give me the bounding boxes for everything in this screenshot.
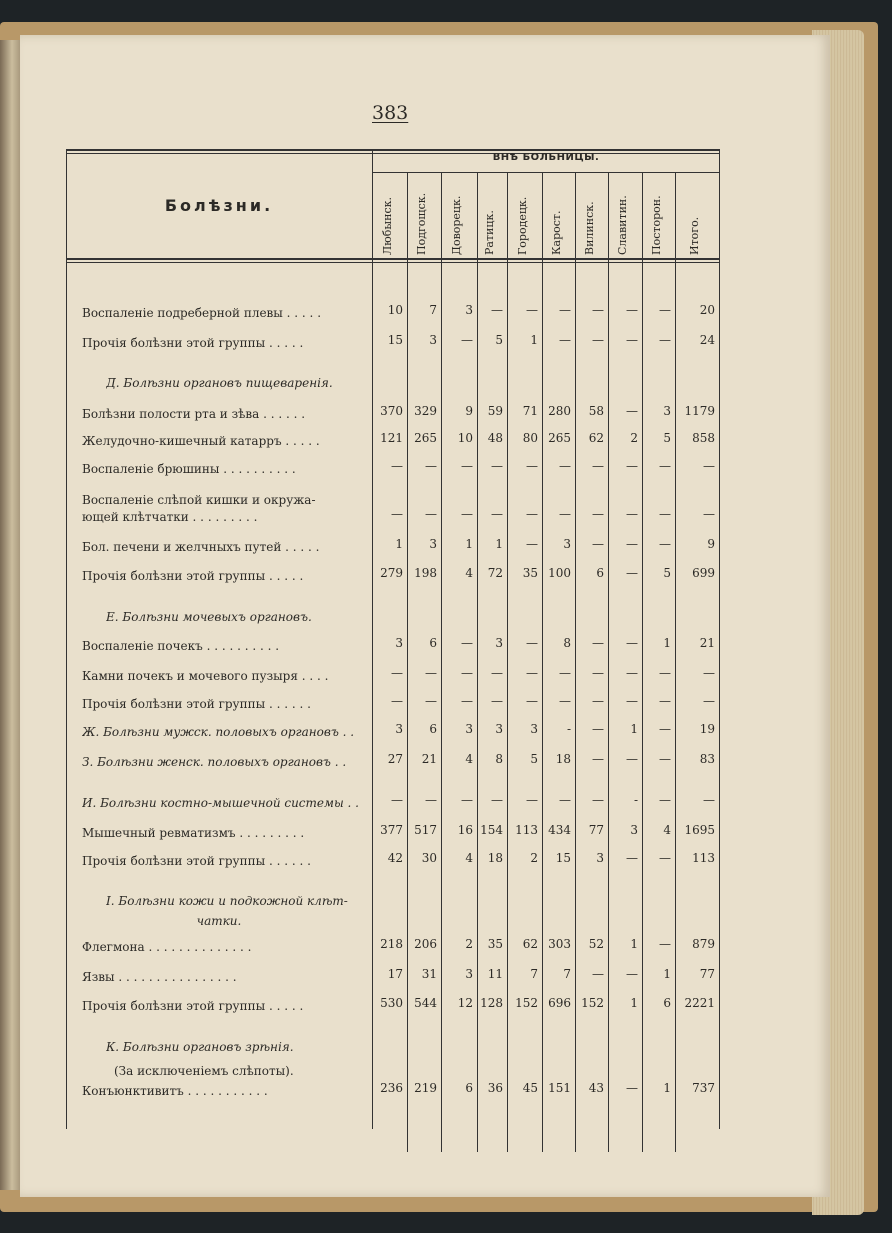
table-cell: 6: [429, 636, 437, 650]
column-header: Славитин.: [616, 195, 629, 255]
column-header: Вилинск.: [582, 201, 596, 255]
table-cell: 1: [495, 537, 503, 551]
table-cell: —: [425, 459, 437, 473]
row-label: Бол. печени и желчныхъ путей . . . . .: [82, 540, 320, 554]
table-cell: 52: [588, 937, 604, 951]
table-cell: 7: [563, 967, 571, 981]
table-cell: —: [461, 636, 473, 650]
table-cell: 6: [663, 996, 671, 1010]
table-cell: —: [592, 967, 604, 981]
table-cell: 329: [414, 404, 437, 418]
table-cell: 1: [630, 722, 638, 736]
table-cell: 198: [414, 566, 437, 580]
table-cell: 696: [548, 996, 571, 1010]
table-cell: 2: [465, 937, 473, 951]
table-cell: 3: [395, 636, 403, 650]
table-cell: 4: [663, 823, 671, 837]
table-cell: —: [659, 752, 671, 766]
table-cell: —: [626, 666, 638, 680]
table-cell: 3: [429, 333, 437, 347]
table-cell: 152: [515, 996, 538, 1010]
table-cell: —: [559, 303, 571, 317]
row-label: Воспаленіе подреберной плевы . . . . .: [82, 306, 322, 320]
table-cell: 279: [380, 566, 403, 580]
table-cell: 4: [465, 752, 473, 766]
table-cell: 2: [630, 431, 638, 445]
table-cell: —: [626, 404, 638, 418]
row-label: І. Болѣзни кожи и подкожной клѣт-: [106, 894, 348, 908]
row-label: Прочія болѣзни этой группы . . . . . .: [82, 854, 311, 868]
table-cell: 7: [429, 303, 437, 317]
table-cell: —: [626, 566, 638, 580]
table-cell: 154: [480, 823, 503, 837]
table-cell: 3: [395, 722, 403, 736]
header-bottom-rule: [66, 258, 720, 260]
table-cell: 15: [387, 333, 403, 347]
table-cell: —: [626, 507, 638, 521]
table-cell: —: [491, 666, 503, 680]
table-cell: 17: [387, 967, 403, 981]
table-cell: —: [559, 793, 571, 807]
table-cell: —: [592, 459, 604, 473]
table-cell: —: [703, 507, 715, 521]
table-cell: 280: [548, 404, 571, 418]
table-cell: 59: [487, 404, 503, 418]
row-label: Воспаленіе почекъ . . . . . . . . . .: [82, 639, 280, 653]
table-cell: -: [633, 793, 638, 807]
table-cell: 10: [387, 303, 403, 317]
table-cell: 152: [581, 996, 604, 1010]
table-cell: —: [391, 459, 403, 473]
table-cell: 15: [555, 851, 571, 865]
table-cell: 4: [465, 566, 473, 580]
table-cell: —: [461, 507, 473, 521]
row-label: Прочія болѣзни этой группы . . . . .: [82, 336, 304, 350]
table-cell: 71: [522, 404, 538, 418]
table-cell: —: [592, 752, 604, 766]
table-cell: 2: [530, 851, 538, 865]
table-cell: —: [461, 666, 473, 680]
table-cell: 265: [548, 431, 571, 445]
table-cell: —: [526, 507, 538, 521]
table-cell: —: [659, 333, 671, 347]
page-number: 383: [372, 102, 409, 124]
table-cell: —: [659, 303, 671, 317]
table-cell: 72: [487, 566, 503, 580]
table-cell: —: [491, 793, 503, 807]
row-label: Болѣзни полости рта и зѣва . . . . . .: [82, 407, 306, 421]
row-label: Воспаленіе брюшины . . . . . . . . . .: [82, 462, 296, 476]
row-label: Прочія болѣзни этой группы . . . . .: [82, 999, 304, 1013]
table-cell: 265: [414, 431, 437, 445]
table-cell: 530: [380, 996, 403, 1010]
table-cell: —: [425, 694, 437, 708]
table-cell: 77: [699, 967, 715, 981]
table-cell: —: [703, 666, 715, 680]
table-cell: 19: [699, 722, 715, 736]
table-cell: 5: [530, 752, 538, 766]
row-label: Воспаленіе слѣпой кишки и окружа-: [82, 493, 316, 507]
table-cell: 5: [663, 431, 671, 445]
table-cell: -: [566, 722, 571, 736]
table-cell: 58: [588, 404, 604, 418]
group-header: ВНѢ БОЛЬНИЦЫ.: [492, 152, 600, 163]
table-cell: 35: [522, 566, 538, 580]
row-label: Прочія болѣзни этой группы . . . . .: [82, 569, 304, 583]
table-cell: —: [659, 459, 671, 473]
column-header: Любынск.: [380, 197, 394, 255]
table-cell: 11: [487, 967, 503, 981]
table-cell: —: [659, 537, 671, 551]
table-cell: 7: [530, 967, 538, 981]
table-cell: 35: [487, 937, 503, 951]
table-cell: —: [592, 507, 604, 521]
table-cell: 9: [465, 404, 473, 418]
table-cell: 1695: [684, 823, 715, 837]
table-cell: 121: [380, 431, 403, 445]
table-cell: —: [526, 537, 538, 551]
table-cell: 6: [465, 1081, 473, 1095]
table-cell: 18: [487, 851, 503, 865]
table-cell: —: [559, 459, 571, 473]
table-cell: 3: [465, 303, 473, 317]
table-cell: 1: [630, 996, 638, 1010]
row-label: Флегмона . . . . . . . . . . . . . .: [82, 940, 252, 954]
row-label: Ж. Болѣзни мужск. половыхъ органовъ . .: [82, 725, 355, 739]
row-label: Конъюнктивитъ . . . . . . . . . . .: [82, 1084, 268, 1098]
table-cell: 206: [414, 937, 437, 951]
table-cell: 9: [707, 537, 715, 551]
table-cell: 517: [414, 823, 437, 837]
table-cell: 434: [548, 823, 571, 837]
table-cell: 5: [495, 333, 503, 347]
table-cell: —: [559, 507, 571, 521]
table-cell: 544: [414, 996, 437, 1010]
column-header: Городецк.: [515, 196, 529, 255]
table-cell: 128: [480, 996, 503, 1010]
table-cell: —: [659, 851, 671, 865]
table-cell: 21: [421, 752, 437, 766]
table-cell: —: [461, 459, 473, 473]
table-cell: —: [461, 793, 473, 807]
row-label: Прочія болѣзни этой группы . . . . . .: [82, 697, 311, 711]
row-label: Д. Болѣзни органовъ пищеваренія.: [106, 376, 333, 390]
table-cell: 151: [548, 1081, 571, 1095]
table-cell: —: [491, 459, 503, 473]
table-cell: —: [425, 507, 437, 521]
row-label: чатки.: [196, 914, 242, 928]
table-cell: —: [592, 303, 604, 317]
table-cell: 1: [530, 333, 538, 347]
table-cell: —: [626, 303, 638, 317]
row-label: Мышечный ревматизмъ . . . . . . . . .: [82, 826, 305, 840]
table-cell: 10: [457, 431, 473, 445]
table-cell: 1: [630, 937, 638, 951]
table-cell: 858: [692, 431, 715, 445]
table-cell: 42: [387, 851, 403, 865]
table-cell: 6: [429, 722, 437, 736]
table-cell: 21: [699, 636, 715, 650]
table-cell: 48: [487, 431, 503, 445]
table-cell: 3: [530, 722, 538, 736]
table-cell: 45: [522, 1081, 538, 1095]
table-cell: —: [592, 636, 604, 650]
table-cell: 5: [663, 566, 671, 580]
table-cell: 1: [663, 636, 671, 650]
table-cell: —: [626, 694, 638, 708]
column-header: Ратицк.: [483, 210, 496, 255]
table-cell: 113: [692, 851, 715, 865]
table-cell: —: [592, 793, 604, 807]
table-cell: —: [626, 537, 638, 551]
table-cell: —: [559, 666, 571, 680]
group-header-rule: [372, 172, 720, 173]
table-cell: 2221: [684, 996, 715, 1010]
table-cell: —: [626, 333, 638, 347]
table-cell: —: [491, 303, 503, 317]
table-cell: 236: [380, 1081, 403, 1095]
table-cell: 1: [465, 537, 473, 551]
table-cell: 1179: [684, 404, 715, 418]
table-cell: —: [626, 1081, 638, 1095]
table-cell: —: [592, 694, 604, 708]
table-cell: —: [592, 722, 604, 736]
row-label: И. Болѣзни костно-мышечной системы . .: [82, 796, 359, 810]
table-cell: —: [703, 793, 715, 807]
table-cell: 8: [563, 636, 571, 650]
row-label: Камни почекъ и мочевого пузыря . . . .: [82, 669, 329, 683]
table-cell: —: [391, 666, 403, 680]
table-cell: 30: [421, 851, 437, 865]
table-cell: 3: [563, 537, 571, 551]
table-cell: —: [703, 694, 715, 708]
table-cell: —: [491, 507, 503, 521]
table-cell: —: [526, 636, 538, 650]
table-cell: —: [491, 694, 503, 708]
table-cell: 1: [395, 537, 403, 551]
table-cell: —: [659, 722, 671, 736]
table-cell: 3: [596, 851, 604, 865]
table-cell: 83: [699, 752, 715, 766]
table-cell: 3: [465, 967, 473, 981]
table-cell: 12: [457, 996, 473, 1010]
table-cell: —: [526, 694, 538, 708]
table-cell: —: [391, 507, 403, 521]
table-cell: —: [461, 694, 473, 708]
statistics-table: [66, 144, 720, 1129]
table-cell: 3: [465, 722, 473, 736]
table-cell: 8: [495, 752, 503, 766]
table-cell: 80: [522, 431, 538, 445]
table-cell: 4: [465, 851, 473, 865]
table-cell: —: [703, 459, 715, 473]
table-cell: —: [526, 459, 538, 473]
table-cell: —: [659, 507, 671, 521]
table-cell: —: [592, 666, 604, 680]
table-cell: 31: [421, 967, 437, 981]
table-cell: 62: [522, 937, 538, 951]
table-cell: —: [391, 793, 403, 807]
table-cell: —: [391, 694, 403, 708]
table-cell: —: [659, 937, 671, 951]
table-left-border: [66, 149, 67, 1129]
table-cell: —: [461, 333, 473, 347]
table-cell: 24: [699, 333, 715, 347]
table-cell: —: [626, 967, 638, 981]
table-cell: 737: [692, 1081, 715, 1095]
row-label: (За исключеніемъ слѣпоты).: [114, 1064, 294, 1078]
table-cell: 1: [663, 967, 671, 981]
table-cell: 377: [380, 823, 403, 837]
table-cell: 218: [380, 937, 403, 951]
table-cell: —: [626, 636, 638, 650]
table-cell: 36: [487, 1081, 503, 1095]
row-label: З. Болѣзни женск. половыхъ органовъ . .: [82, 755, 347, 769]
table-cell: 1: [663, 1081, 671, 1095]
table-cell: 27: [387, 752, 403, 766]
table-cell: —: [425, 793, 437, 807]
table-right-border: [719, 149, 720, 1129]
table-cell: —: [592, 333, 604, 347]
row-label: К. Болѣзни органовъ зрѣнія.: [106, 1040, 294, 1054]
column-header: Карост.: [549, 210, 563, 255]
table-cell: 3: [663, 404, 671, 418]
table-cell: —: [526, 793, 538, 807]
table-cell: —: [526, 666, 538, 680]
table-cell: 18: [555, 752, 571, 766]
table-cell: 3: [630, 823, 638, 837]
table-cell: 699: [692, 566, 715, 580]
column-header: Итого.: [688, 216, 701, 255]
table-top-rule: [66, 149, 720, 151]
table-cell: 3: [429, 537, 437, 551]
diseases-header: Болѣзни.: [164, 196, 274, 215]
table-cell: 879: [692, 937, 715, 951]
table-cell: 3: [495, 722, 503, 736]
table-cell: 3: [495, 636, 503, 650]
row-label: Желудочно-кишечный катарръ . . . . .: [82, 434, 320, 448]
table-cell: —: [559, 333, 571, 347]
table-cell: 16: [457, 823, 473, 837]
table-cell: —: [626, 851, 638, 865]
table-cell: 6: [596, 566, 604, 580]
table-cell: 219: [414, 1081, 437, 1095]
table-cell: —: [425, 666, 437, 680]
left-page-edge: [0, 40, 20, 1190]
table-cell: —: [592, 537, 604, 551]
table-cell: —: [626, 752, 638, 766]
table-cell: 370: [380, 404, 403, 418]
table-cell: —: [626, 459, 638, 473]
table-cell: —: [659, 793, 671, 807]
table-cell: 100: [548, 566, 571, 580]
table-cell: 303: [548, 937, 571, 951]
table-cell: 77: [588, 823, 604, 837]
header-bottom-rule-thin: [66, 262, 720, 263]
table-cell: 113: [515, 823, 538, 837]
table-cell: —: [659, 666, 671, 680]
table-cell: —: [659, 694, 671, 708]
column-header: Доворецк.: [450, 195, 463, 255]
row-label: ющей клѣтчатки . . . . . . . . .: [82, 510, 258, 524]
table-cell: —: [526, 303, 538, 317]
row-label: Е. Болѣзни мочевыхъ органовъ.: [106, 610, 312, 624]
table-cell: 43: [588, 1081, 604, 1095]
row-label: Язвы . . . . . . . . . . . . . . . .: [82, 970, 237, 984]
table-cell: 20: [699, 303, 715, 317]
column-header: Посторон.: [649, 195, 663, 255]
table-cell: 62: [588, 431, 604, 445]
table-cell: —: [559, 694, 571, 708]
column-header: Подгощск.: [415, 192, 428, 255]
